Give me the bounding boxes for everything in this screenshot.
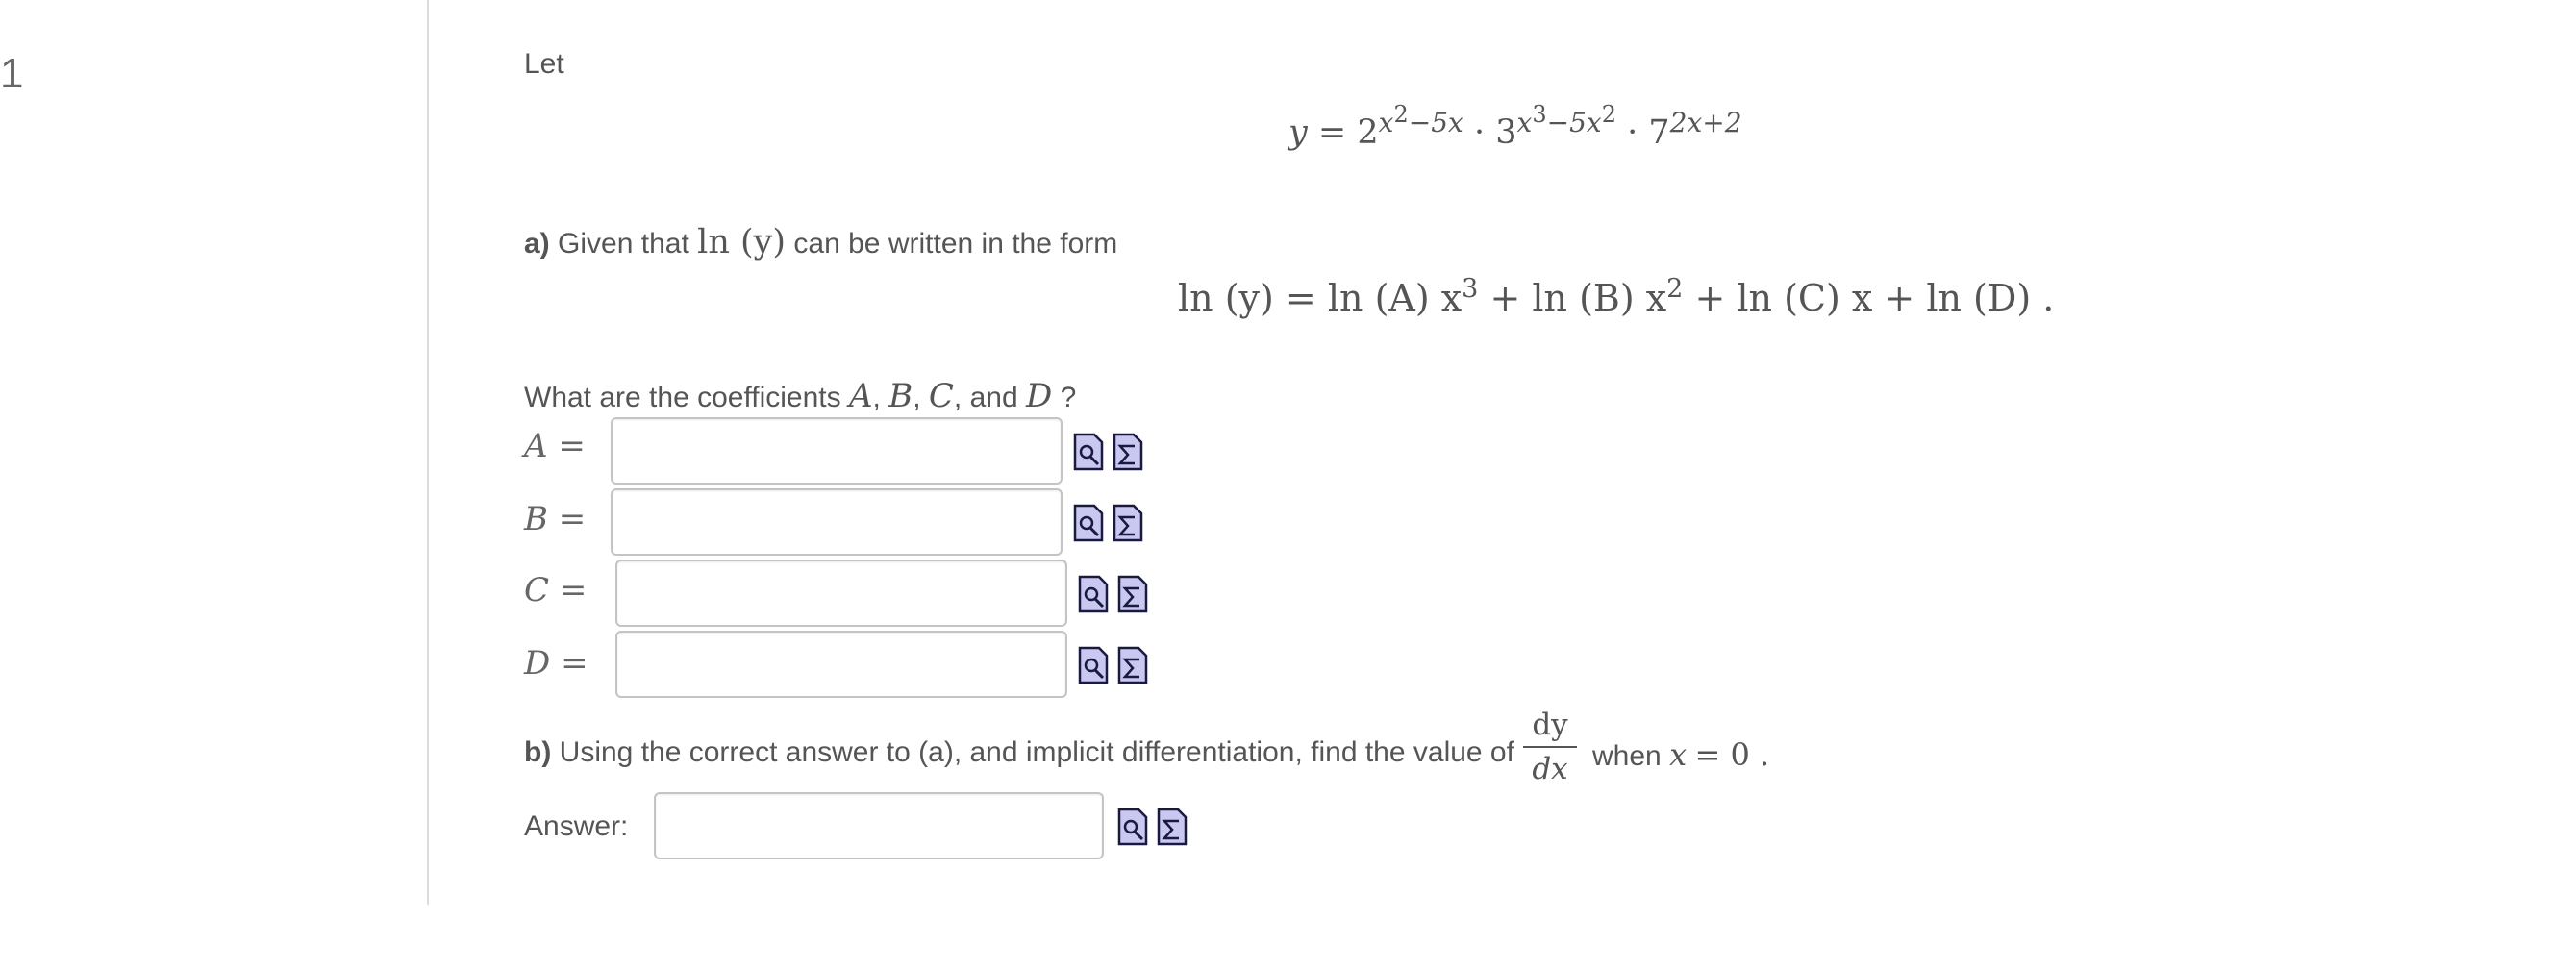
eq-base-7: 7 bbox=[1648, 113, 1670, 152]
eq-base-2: 2 bbox=[1357, 113, 1379, 152]
question-divider bbox=[427, 0, 429, 905]
preview-magnifier-icon[interactable] bbox=[1117, 808, 1148, 846]
equation-sigma-icon[interactable] bbox=[1117, 575, 1148, 613]
eq-exp-1-rest: −5x bbox=[1408, 107, 1463, 138]
part-b-body: Using the correct answer to (a), and implicit differentiation, find the value of bbox=[559, 736, 1514, 768]
eq-dot-2: · bbox=[1627, 113, 1638, 152]
coeff-question-text: What are the coefficients bbox=[524, 382, 841, 413]
coeff-var-c: C bbox=[928, 377, 954, 415]
form-term-d: + ln (D) . bbox=[1884, 277, 2055, 319]
coeff-comma-2: , bbox=[913, 382, 921, 413]
answer-input[interactable] bbox=[654, 792, 1104, 859]
answer-label: Answer: bbox=[524, 810, 629, 842]
field-c-label: C = bbox=[524, 571, 588, 609]
coeff-comma-1: , bbox=[872, 382, 881, 413]
log-form-equation bbox=[1178, 274, 2055, 319]
equation-sigma-icon[interactable] bbox=[1113, 433, 1143, 471]
form-equals: = bbox=[1285, 277, 1316, 319]
preview-magnifier-icon[interactable] bbox=[1073, 433, 1104, 471]
condition-var: x bbox=[1669, 736, 1688, 773]
part-a-lny: ln (y) bbox=[697, 223, 787, 261]
coefficient-c-input[interactable] bbox=[615, 560, 1067, 627]
eq-exp-3: 2x+2 bbox=[1669, 107, 1742, 138]
equation-sigma-icon[interactable] bbox=[1117, 646, 1148, 684]
part-a-text-after: can be written in the form bbox=[793, 228, 1118, 260]
when-text: when bbox=[1592, 740, 1662, 772]
coeff-comma-3: , and bbox=[953, 382, 1018, 413]
part-b-condition bbox=[1592, 736, 1769, 773]
form-term-b: + ln (B) x bbox=[1489, 277, 1667, 319]
form-term-b-pow: 2 bbox=[1666, 274, 1684, 304]
fraction-bar bbox=[1523, 746, 1577, 748]
fraction-denominator: dx bbox=[1532, 752, 1568, 786]
eq-equals: = bbox=[1317, 113, 1347, 152]
derivative-fraction bbox=[1523, 706, 1577, 788]
part-b-text bbox=[524, 736, 1514, 769]
intro-text: Let bbox=[524, 48, 564, 80]
eq-dot-1: · bbox=[1473, 113, 1486, 152]
field-d-label: D = bbox=[524, 644, 588, 683]
main-equation bbox=[1288, 101, 1742, 152]
eq-exp-1-var: x bbox=[1378, 107, 1394, 138]
fraction-numerator: dy bbox=[1532, 708, 1568, 742]
coefficient-a-input[interactable] bbox=[611, 417, 1063, 485]
coeff-var-b: B bbox=[888, 377, 913, 415]
eq-exp-1-pow: 2 bbox=[1393, 101, 1409, 128]
field-a-label: A = bbox=[524, 427, 586, 465]
part-a-intro bbox=[524, 223, 1117, 261]
coefficient-b-input[interactable] bbox=[611, 488, 1063, 556]
coefficients-question bbox=[524, 377, 1076, 415]
eq-base-3: 3 bbox=[1495, 113, 1517, 152]
preview-magnifier-icon[interactable] bbox=[1078, 575, 1109, 613]
form-term-a-pow: 3 bbox=[1462, 274, 1479, 304]
condition-rest: = 0 . bbox=[1694, 736, 1770, 773]
form-term-a: ln (A) x bbox=[1327, 277, 1463, 319]
form-term-c: + ln (C) x bbox=[1694, 277, 1873, 319]
preview-magnifier-icon[interactable] bbox=[1078, 646, 1109, 684]
field-b-label: B = bbox=[524, 500, 587, 538]
equation-sigma-icon[interactable] bbox=[1113, 504, 1143, 542]
eq-exp-2-var: x bbox=[1516, 107, 1533, 138]
eq-exp-2 bbox=[1516, 101, 1616, 138]
eq-exp-2-mid: −5x bbox=[1546, 107, 1602, 138]
eq-exp-2-pow2: 2 bbox=[1601, 101, 1616, 128]
equation-sigma-icon[interactable] bbox=[1157, 808, 1188, 846]
eq-y: y bbox=[1288, 113, 1308, 152]
part-a-label: a) bbox=[524, 228, 550, 260]
part-a-text-before: Given that bbox=[558, 228, 689, 260]
coeff-var-d: D bbox=[1026, 377, 1053, 415]
coeff-qmark: ? bbox=[1060, 382, 1077, 413]
eq-exp-2-pow: 3 bbox=[1532, 101, 1547, 128]
part-b-label: b) bbox=[524, 736, 552, 768]
form-lhs: ln (y) bbox=[1178, 277, 1274, 319]
preview-magnifier-icon[interactable] bbox=[1073, 504, 1104, 542]
eq-exp-1 bbox=[1378, 101, 1463, 138]
coeff-var-a: A bbox=[848, 377, 873, 415]
coefficient-d-input[interactable] bbox=[615, 631, 1067, 698]
question-number: 1 bbox=[0, 50, 24, 97]
